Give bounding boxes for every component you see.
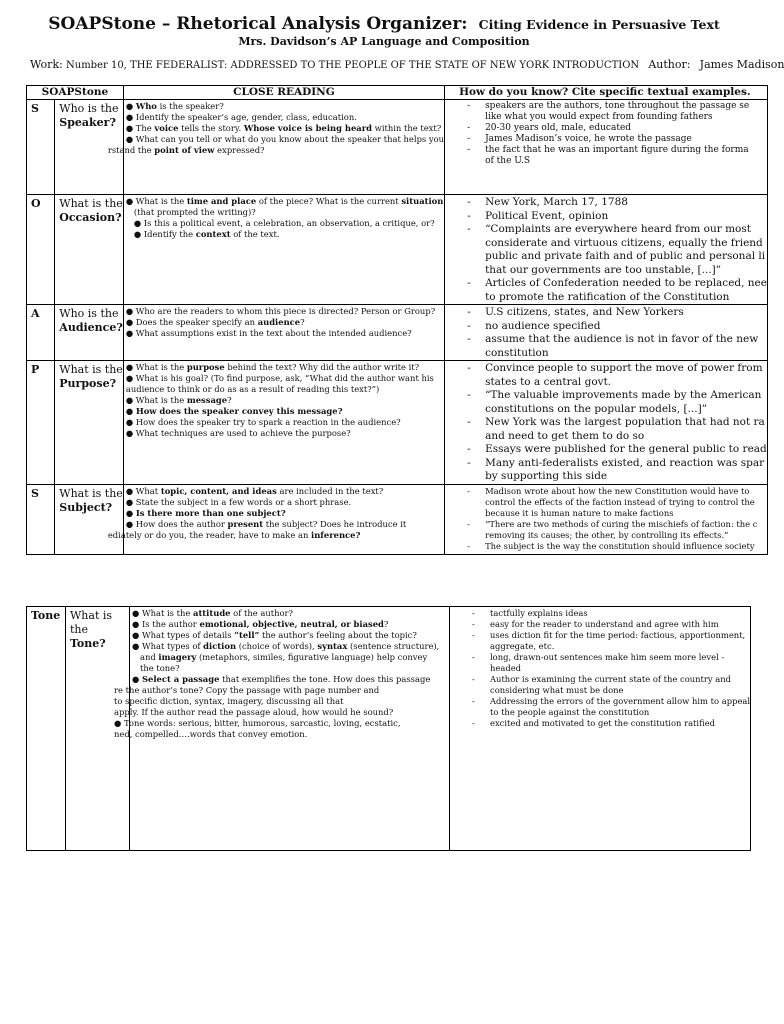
evidence-item: - excited and motivated to get the constitution ratified [450, 718, 750, 729]
evidence-item: - Essays were published for the general public to read [445, 443, 767, 457]
evidence-continuation: control the effects of the faction instead of trying to control the [485, 497, 755, 507]
evidence-continuation: to the people against the constitution [490, 707, 650, 717]
evidence-item: - Author is examining the current state of the country and considering what must be done [450, 674, 750, 696]
evidence-continuation: by supporting this side [485, 470, 608, 482]
close-reading-line: ● Is this a political event, a celebration, an observation, a critique, or? [133, 218, 435, 228]
row-question-term: Speaker? [59, 116, 116, 129]
close-reading-bold: context [195, 229, 231, 239]
evidence-item: - speakers are the authors, tone throughout the passage se like what you would expect from founding fathers [445, 101, 767, 123]
close-reading-bold: situation [401, 196, 444, 206]
evidence-item: - The subject is the way the constitution should influence society [445, 541, 767, 552]
evidence-item: - tactfully explains ideas [450, 608, 750, 619]
evidence-cell [445, 100, 768, 195]
page-subtitle: Mrs. Davidson’s AP Language and Composition [238, 35, 530, 48]
row-question-term: Audience? [59, 321, 123, 334]
close-reading-cell [123, 361, 444, 485]
close-reading-line: ● State the subject in a few words or a short phrase. [125, 497, 352, 507]
close-reading-bold: “tell” [234, 630, 260, 640]
evidence-continuation: because it is human nature to make factions [485, 508, 674, 518]
close-reading-cell [107, 100, 445, 195]
close-reading-line: and imagery (metaphors, similes, figurative language) help convey [140, 652, 428, 662]
close-reading-bold: Select a passage [141, 674, 220, 684]
close-reading-line: ediately or do you, the reader, have to make an inference? [107, 530, 361, 540]
close-reading-line: ● How does the speaker convey this message? [125, 406, 343, 416]
evidence-continuation: of the U.S [485, 156, 531, 166]
evidence-list [445, 101, 767, 167]
evidence-item: - the fact that he was an important figure during the forma of the U.S [445, 145, 767, 167]
work-label: Work: [30, 58, 63, 71]
close-reading-bold: diction [203, 641, 237, 651]
close-reading-line: ● Identify the speaker’s age, gender, class, education. [125, 112, 357, 122]
evidence-item: - no audience specified [445, 320, 767, 334]
soapstone-row-4 [27, 485, 768, 555]
close-reading-cell [123, 195, 444, 305]
header-soapstone: SOAPStone [27, 86, 124, 100]
close-reading-line: ● What assumptions exist in the text about the intended audience? [125, 328, 412, 338]
evidence-item: - 20-30 years old, male, educated [445, 123, 767, 134]
title-main: SOAPStone – Rhetorical Analysis Organizer: [48, 14, 468, 34]
soapstone-table [26, 85, 768, 555]
close-reading-line: ● How does the speaker try to spark a reaction in the audience? [125, 417, 401, 427]
evidence-list [450, 608, 750, 729]
close-reading-bold: point of view [154, 145, 215, 155]
row-question-term: Occasion? [59, 211, 122, 224]
soapstone-row-2 [27, 305, 768, 361]
evidence-continuation: removing its causes; the other, by controlling its effects.” [485, 530, 729, 540]
evidence-cell [450, 607, 751, 851]
tone-table [26, 606, 751, 851]
close-reading-line: ned, compelled….words that convey emotion. [114, 729, 308, 739]
close-reading-cell [114, 607, 450, 851]
close-reading-line: ● Select a passage that exemplifies the tone. How does this passage [132, 674, 431, 684]
evidence-item: - uses diction fit for the time period: factious, apportionment, aggregate, etc. [450, 630, 750, 652]
close-reading-bold: voice [154, 123, 179, 133]
row-letter: P [27, 361, 55, 485]
tone-row [27, 607, 751, 851]
close-reading-line: ● Identify the context of the text. [133, 229, 280, 239]
close-reading-bold: time and place [186, 196, 257, 206]
row-letter: S [27, 100, 55, 195]
evidence-list [445, 362, 767, 484]
close-reading-line: ● What types of details “tell” the author’s feeling about the topic? [132, 630, 417, 640]
header-evidence: How do you know? Cite specific textual examples. [445, 86, 768, 100]
close-reading-bold: audience [257, 317, 301, 327]
row-letter: S [27, 485, 55, 555]
close-reading-bold: purpose [186, 362, 225, 372]
row-question-term: Tone? [70, 637, 106, 650]
evidence-cell [445, 485, 768, 555]
row-question: What is the Tone? [66, 607, 130, 851]
close-reading-cell [123, 305, 444, 361]
evidence-item: - New York, March 17, 1788 [445, 196, 767, 210]
evidence-item: - Addressing the errors of the government allow him to appeal to the people against the constitution [450, 696, 750, 718]
evidence-continuation: aggregate, etc. [490, 641, 555, 651]
tone-body [27, 607, 751, 851]
evidence-list [445, 306, 767, 360]
row-question: What is the Occasion? [55, 195, 124, 305]
close-reading-line: rstand the point of view expressed? [107, 145, 265, 155]
soapstone-row-3 [27, 361, 768, 485]
close-reading-line: audience to think or do as as a result of reading this text?”) [125, 384, 380, 394]
evidence-continuation: public and private faith and of public and personal li [485, 250, 766, 262]
row-question: What is the Purpose? [55, 361, 124, 485]
evidence-continuation: constitution [485, 346, 549, 359]
row-question-term: Subject? [59, 501, 113, 514]
evidence-continuation: constitutions on the popular models, [...]” [485, 402, 708, 415]
close-reading-bold: How does the speaker convey this message? [135, 406, 343, 416]
row-letter: A [27, 305, 55, 361]
row-question: Who is the Speaker? [55, 100, 124, 195]
evidence-item: - Political Event, opinion [445, 210, 767, 224]
close-reading-line: ● Tone words: serious, bitter, humorous, sarcastic, loving, ecstatic, [114, 718, 401, 728]
close-reading-bold: inference? [311, 530, 361, 540]
close-reading-line: the tone? [140, 663, 180, 673]
evidence-cell [445, 195, 768, 305]
evidence-cell [445, 361, 768, 485]
close-reading-line: ● Is there more than one subject? [125, 508, 286, 518]
work-line [30, 58, 784, 71]
close-reading-line: ● The voice tells the story. Whose voice is being heard within the text? [125, 123, 442, 133]
header-close-reading: CLOSE READING [123, 86, 444, 100]
evidence-continuation: like what you would expect from founding fathers [485, 112, 713, 122]
close-reading-bold: imagery [158, 652, 197, 662]
close-reading-line: re the author’s tone? Copy the passage with page number and [114, 685, 380, 695]
close-reading-bold: topic, content, and ideas [160, 486, 277, 496]
evidence-continuation: that our governments are too unstable, [...]” [485, 263, 722, 276]
evidence-cell [445, 305, 768, 361]
evidence-item: - “There are two methods of curing the mischiefs of faction: the c removing its causes; the other, by controlling its effects.” [445, 519, 767, 541]
close-reading-bold: Whose voice is being heard [243, 123, 372, 133]
evidence-item: - James Madison’s voice, he wrote the passage [445, 134, 767, 145]
close-reading-line: (that prompted the writing)? [133, 207, 256, 217]
row-question: Who is the Audience? [55, 305, 124, 361]
evidence-list [445, 196, 767, 304]
close-reading-line: apply. If the author read the passage aloud, how would he sound? [114, 707, 394, 717]
evidence-item: - assume that the audience is not in favor of the new constitution [445, 333, 767, 360]
evidence-continuation: and need to get them to do so [485, 429, 645, 442]
table-header-row [27, 86, 768, 100]
evidence-continuation: states to a central govt. [485, 375, 612, 388]
evidence-item: - “Complaints are everywhere heard from our most considerate and virtuous citizens, equally the friend public and private faith and of public and personal li that our governments are too unstable, [...]” [445, 223, 767, 277]
close-reading-line: ● What is his goal? (To find purpose, ask, “What did the author want his [125, 373, 434, 383]
soapstone-row-1 [27, 195, 768, 305]
close-reading-line: ● What is the attitude of the author? [132, 608, 294, 618]
evidence-item: - long, drawn-out sentences make him seem more level - headed [450, 652, 750, 674]
author-value: James Madison [699, 58, 784, 71]
close-reading-line: ● Who are the readers to whom this piece is directed? Person or Group? [125, 306, 436, 316]
close-reading-line: ● What is the purpose behind the text? Why did the author write it? [125, 362, 420, 372]
evidence-item: - Articles of Confederation needed to be replaced, nee to promote the ratification of the Constitution [445, 277, 767, 304]
evidence-item: - New York was the largest population that had not ra and need to get them to do so [445, 416, 767, 443]
close-reading-line: ● Does the speaker specify an audience? [125, 317, 305, 327]
evidence-continuation: to promote the ratification of the Constitution [485, 290, 730, 303]
close-reading-bold: syntax [317, 641, 348, 651]
row-question: What is the Subject? [55, 485, 124, 555]
close-reading-line: ● What techniques are used to achieve the purpose? [125, 428, 351, 438]
row-letter: O [27, 195, 55, 305]
work-value: Number 10, THE FEDERALIST: ADDRESSED TO THE PEOPLE OF THE STATE OF NEW YORK INTRODUCTION [66, 60, 640, 71]
close-reading-bold: present [227, 519, 264, 529]
evidence-continuation: considering what must be done [490, 685, 624, 695]
close-reading-bold: emotional, objective, neutral, or biased [199, 619, 384, 629]
author-label: Author: [648, 58, 691, 71]
close-reading-line: ● What types of diction (choice of words), syntax (sentence structure), [132, 641, 440, 651]
title-sub: Citing Evidence in Persuasive Text [478, 17, 720, 32]
evidence-list [445, 486, 767, 552]
row-question-term: Purpose? [59, 377, 117, 390]
close-reading-bold: message [186, 395, 228, 405]
close-reading-line: ● Is the author emotional, objective, neutral, or biased? [132, 619, 389, 629]
evidence-item: - easy for the reader to understand and agree with him [450, 619, 750, 630]
row-letter: Tone [27, 607, 66, 851]
table-body [27, 100, 768, 555]
close-reading-cell [107, 485, 444, 555]
evidence-item: - Convince people to support the move of power from states to a central govt. [445, 362, 767, 389]
close-reading-bold: Is there more than one subject? [135, 508, 286, 518]
soapstone-row-0 [27, 100, 768, 195]
close-reading-line: ● How does the author present the subject? Does he introduce it [125, 519, 407, 529]
close-reading-line: ● What is the time and place of the piece? What is the current situation [125, 196, 444, 206]
evidence-item: - U.S citizens, states, and New Yorkers [445, 306, 767, 320]
evidence-item: - “The valuable improvements made by the American constitutions on the popular models, [...]” [445, 389, 767, 416]
close-reading-line: ● What topic, content, and ideas are included in the text? [125, 486, 384, 496]
page-title [0, 14, 768, 34]
close-reading-line: to specific diction, syntax, imagery, discussing all that [114, 696, 344, 706]
close-reading-line: ● Who is the speaker? [125, 101, 224, 111]
evidence-continuation: headed [490, 663, 522, 673]
close-reading-line: ● What is the message? [125, 395, 232, 405]
evidence-item: - Many anti-federalists existed, and reaction was spar by supporting this side [445, 457, 767, 484]
close-reading-bold: Who [135, 101, 157, 111]
evidence-item: - Madison wrote about how the new Constitution would have to control the effects of the faction instead of trying to control the because it is human nature to make factions [445, 486, 767, 519]
close-reading-line: ● What can you tell or what do you know about the speaker that helps you [125, 134, 445, 144]
close-reading-bold: attitude [193, 608, 231, 618]
evidence-continuation: considerate and virtuous citizens, equally the friend [485, 236, 763, 249]
